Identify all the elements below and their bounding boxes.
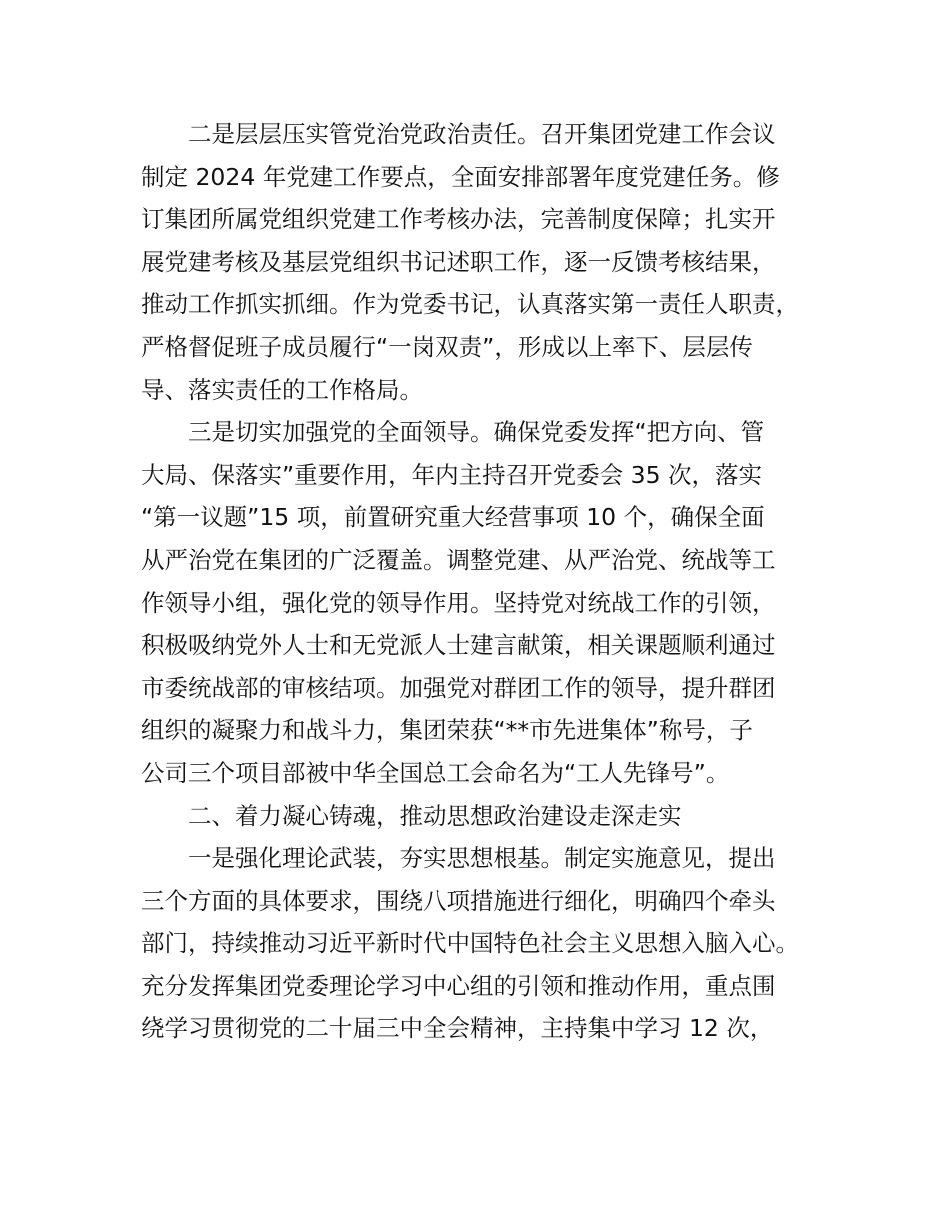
text-line: 订集团所属党组织党建工作考核办法，完善制度保障；扎实开 [141, 205, 776, 234]
text-line: 从严治党在集团的广泛覆盖。调整党建、从严治党、统战等工 [141, 545, 776, 574]
text-line: 三是切实加强党的全面领导。确保党委发挥“把方向、管 [188, 418, 765, 447]
text-line: 积极吸纳党外人士和无党派人士建言献策，相关课题顺利通过 [141, 631, 776, 660]
text-line: 三个方面的具体要求，围绕八项措施进行细化，明确四个牵头 [141, 886, 776, 915]
text-line: 组织的凝聚力和战斗力，集团荣获“**市先进集体”称号，子 [141, 716, 753, 745]
paragraph-party-responsibility [141, 113, 836, 411]
text-line: 展党建考核及基层党组织书记述职工作，逐一反馈考核结果， [141, 247, 776, 276]
text-line: 充分发挥集团党委理论学习中心组的引领和推动作用，重点围 [141, 971, 776, 1000]
text-line: 制定 2024 年党建工作要点，全面安排部署年度党建任务。修 [141, 162, 780, 191]
document-body [141, 113, 836, 1050]
text-line: 作领导小组，强化党的领导作用。坚持党对统战工作的引领， [141, 588, 776, 617]
text-line: 绕学习贯彻党的二十届三中全会精神，主持集中学习 12 次， [141, 1014, 774, 1043]
text-line: 推动工作抓实抓细。作为党委书记，认真落实第一责任人职责， [141, 290, 799, 319]
text-line: 市委统战部的审核结项。加强党对群团工作的领导，提升群团 [141, 673, 776, 702]
text-line: “第一议题”15 项，前置研究重大经营事项 10 个，确保全面 [141, 503, 765, 532]
text-line: 二是层层压实管党治党政治责任。召开集团党建工作会议 [188, 120, 776, 148]
text-line: 导、落实责任的工作格局。 [141, 375, 423, 404]
text-line: 部门，持续推动习近平新时代中国特色社会主义思想入脑入心。 [141, 929, 799, 958]
section-heading [141, 795, 836, 838]
text-line: 一是强化理论武装，夯实思想根基。制定实施意见，提出 [188, 844, 776, 873]
paragraph-party-leadership [141, 411, 836, 794]
heading-line: 二、着力凝心铸魂，推动思想政治建设走深走实 [188, 801, 682, 830]
text-line: 大局、保落实”重要作用，年内主持召开党委会 35 次，落实 [141, 460, 763, 489]
text-line: 严格督促班子成员履行“一岗双责”，形成以上率下、层层传 [141, 332, 753, 361]
text-line: 公司三个项目部被中华全国总工会命名为“工人先锋号”。 [141, 758, 730, 787]
paragraph-theory-study [141, 837, 836, 1050]
